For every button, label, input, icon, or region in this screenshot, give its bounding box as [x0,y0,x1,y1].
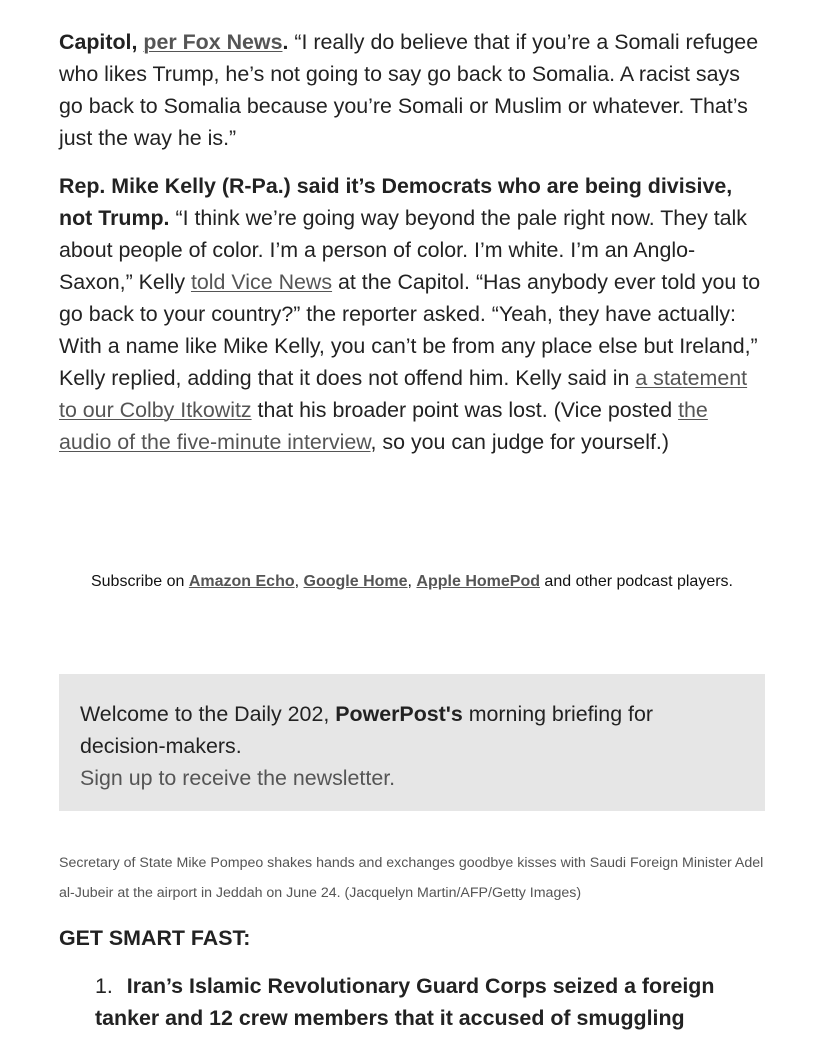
article-body [59,26,765,458]
kelly-text-4: , so you can judge for yourself.) [370,430,669,454]
list-item-text: Iran’s Islamic Revolutionary Guard Corps seized a foreign tanker and 12 crew members that it accused of smuggling [95,974,715,1030]
paragraph-omar-quote [59,26,765,154]
fox-news-link[interactable]: per Fox News [143,30,283,54]
photo-caption: Secretary of State Mike Pompeo shakes hands and exchanges goodbye kisses with Saudi Foreign Minister Adel al-Jubeir at the airport in Jeddah on June 24. (Jacquelyn Martin/AFP/Getty Images) [59,855,764,901]
colby-itkowitz-statement-link[interactable]: a statement to our Colby Itkowitz [59,366,748,422]
vice-news-link[interactable]: told Vice News [190,270,333,294]
podcast-subscribe-line: Subscribe on Amazon Echo, Google Home, Apple HomePod and other podcast players. [90,573,733,590]
promo-welcome-suffix: morning briefing for decision-makers. [80,702,653,758]
kelly-text-3: that his broader point was lost. (Vice posted [251,398,679,422]
paragraph-kelly [59,170,765,458]
paragraph-lead: Capitol, [59,30,138,54]
list-item [95,970,775,1034]
google-home-link[interactable]: Google Home [303,573,408,590]
interview-audio-link[interactable]: the audio of the five-minute interview [59,398,708,454]
list-item-number: 1. [95,974,113,998]
amazon-echo-link[interactable]: Amazon Echo [188,573,295,590]
section-heading: GET SMART FAST: [59,926,251,950]
paragraph-text: “I really do believe that if you’re a Somali refugee who likes Trump, he’s not going to say go back to Somalia. A racist says go back to Somalia because you’re Somali or Muslim or whatever. That’s just the way he is.” [59,30,759,150]
apple-homepod-link[interactable]: Apple HomePod [416,573,540,590]
paragraph-lead-period: . [282,30,289,54]
kelly-text-2: at the Capitol. “Has anybody ever told you to go back to your country?” the reporter asked. “Yeah, they have actually: With a name like Mike Kelly, you can’t be from any place else but Ireland,” Kelly replied, adding that it does not offend him. Kelly said in [59,270,761,390]
newsletter-signup-link[interactable]: Sign up to receive the newsletter. [80,766,396,790]
kelly-lead-bold: Rep. Mike Kelly (R-Pa.) said it’s Democrats who are being divisive, not Trump. [59,174,733,230]
promo-welcome-prefix: Welcome to the Daily 202, [80,702,336,726]
newsletter-promo-box [59,674,765,811]
kelly-text-1: “I think we’re going way beyond the pale right now. They talk about people of color. I’m a person of color. I’m white. I’m an Anglo-Saxon,” Kelly [59,206,747,294]
promo-brand: PowerPost's [335,702,463,726]
